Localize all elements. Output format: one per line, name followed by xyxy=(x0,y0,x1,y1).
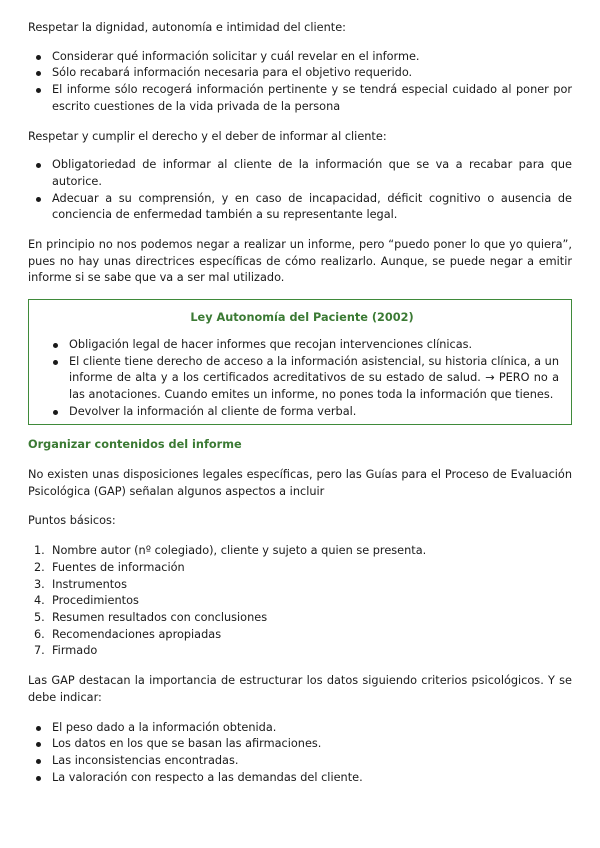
list-item xyxy=(28,543,572,560)
list-item: El informe sólo recogerá información pertinente y se tendrá especial cuidado al poner por escrito cuestiones de la vida privada de la persona xyxy=(28,82,572,115)
box-list xyxy=(45,337,559,421)
intro-derecho-informar: Respetar y cumplir el derecho y el deber de informar al cliente: xyxy=(28,129,387,143)
list-number: 7. xyxy=(34,644,45,658)
list-item: Considerar qué información solicitar y cuál revelar en el informe. xyxy=(28,49,572,66)
list-derecho-informar xyxy=(28,157,572,224)
list-text: Instrumentos xyxy=(52,577,127,591)
list-text: Fuentes de información xyxy=(52,560,185,574)
section-title: Organizar contenidos del informe xyxy=(28,438,242,452)
list-item xyxy=(28,627,572,644)
list-item xyxy=(28,643,572,660)
puntos-list xyxy=(28,543,572,660)
list-item: El cliente tiene derecho de acceso a la información asistencial, su historia clínica, a un informe de alta y a los certificados acreditativos de su estado de salud. → PERO no a las anotaciones. Cuando emites un informe, no pones toda la información que tienes. xyxy=(45,354,559,404)
list-item: Sólo recabará información necesaria para el objetivo requerido. xyxy=(28,65,572,82)
list-item: El peso dado a la información obtenida. xyxy=(28,720,572,737)
list-item xyxy=(28,610,572,627)
list-item: Obligación legal de hacer informes que recojan intervenciones clínicas. xyxy=(45,337,559,354)
list-text: Nombre autor (nº colegiado), cliente y sujeto a quien se presenta. xyxy=(52,544,427,558)
list-text: Procedimientos xyxy=(52,594,139,608)
list-number: 4. xyxy=(34,594,45,608)
puntos-label: Puntos básicos: xyxy=(28,514,116,528)
paragraph-gap-criterios: Las GAP destacan la importancia de estructurar los datos siguiendo criterios psicológicos. Y se debe indicar: xyxy=(28,674,572,704)
list-item: Los datos en los que se basan las afirmaciones. xyxy=(28,736,572,753)
list-item: Las inconsistencias encontradas. xyxy=(28,753,572,770)
list-item: Devolver la información al cliente de forma verbal. xyxy=(45,404,559,421)
list-item: Adecuar a su comprensión, y en caso de incapacidad, déficit cognitivo o ausencia de conciencia de enfermedad también a su representante legal. xyxy=(28,191,572,224)
ley-autonomia-box xyxy=(28,299,572,425)
intro-dignidad: Respetar la dignidad, autonomía e intimidad del cliente: xyxy=(28,21,346,34)
list-text: Resumen resultados con conclusiones xyxy=(52,610,268,624)
paragraph-gap: No existen unas disposiciones legales específicas, pero las Guías para el Proceso de Evaluación Psicológica (GAP) señalan algunos aspectos a incluir xyxy=(28,468,572,498)
list-item: Obligatoriedad de informar al cliente de la información que se va a recabar para que autorice. xyxy=(28,157,572,190)
list-item xyxy=(28,577,572,594)
list-item xyxy=(28,560,572,577)
list-item xyxy=(28,593,572,610)
list-text: Firmado xyxy=(52,644,98,658)
paragraph-negar-informe: En principio no nos podemos negar a realizar un informe, pero “puedo poner lo que yo quiera”, pues no hay unas directrices específicas de cómo realizarlo. Aunque, se puede negar a emitir informe si se sabe que va a ser mal utilizado. xyxy=(28,238,572,285)
list-number: 3. xyxy=(34,577,45,591)
list-indicar xyxy=(28,720,572,787)
list-number: 1. xyxy=(34,544,45,558)
list-dignidad xyxy=(28,49,572,116)
list-number: 6. xyxy=(34,627,45,641)
box-title: Ley Autonomía del Paciente (2002) xyxy=(190,311,414,325)
list-number: 5. xyxy=(34,610,45,624)
list-item: La valoración con respecto a las demandas del cliente. xyxy=(28,770,572,787)
list-text: Recomendaciones apropiadas xyxy=(52,627,222,641)
list-number: 2. xyxy=(34,560,45,574)
